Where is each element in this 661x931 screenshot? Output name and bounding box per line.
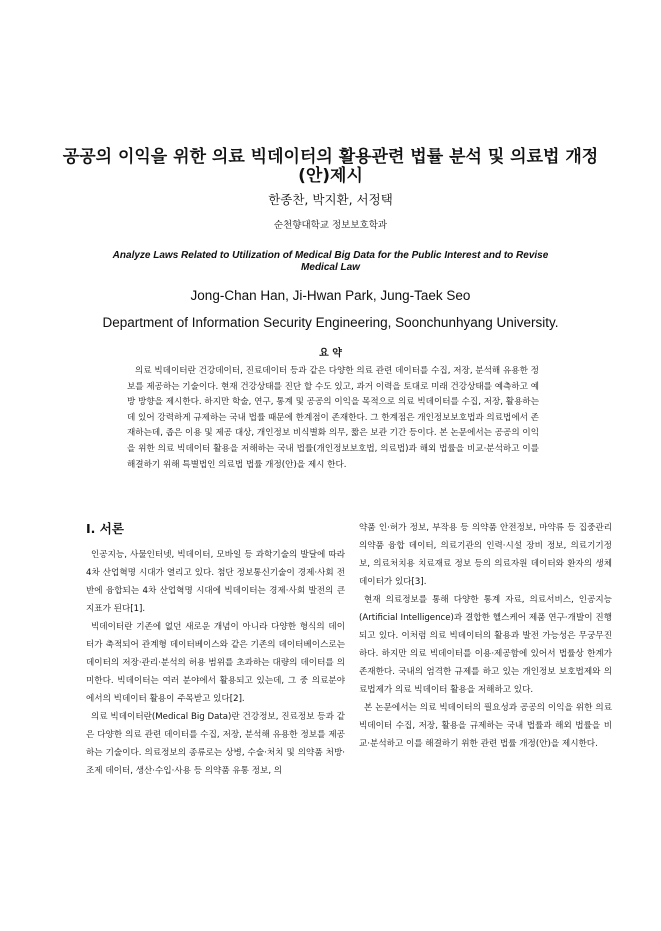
affiliation-english: Department of Information Security Engineering, Soonchunhyang University. xyxy=(102,315,559,330)
paragraph: 의료 빅데이터란(Medical Big Data)란 건강정보, 진료정보 등과 같은 다양한 의료 관련 데이터를 수집, 저장, 분석해 유용한 정보를 제공하는 기술이다. 의료정보의 종류로는 상병, 수술·처치 및 의약품 처방·조제 데이터, 생산·수입·사용 등 의약품 유통 정보, 의 xyxy=(86,712,345,776)
body-column-right xyxy=(359,519,612,753)
paragraph: 약품 인·허가 정보, 부작용 등 의약품 안전정보, 마약류 등 집중관리 의약품 융합 데이터, 의료기관의 인력·시설 장비 정보, 의료기기정보, 의료처치용 치료재료 정보 등의 의료자원 데이터와 환자의 생체 데이터가 있다[3]. xyxy=(359,523,612,587)
section-heading-introduction: I. 서론 xyxy=(86,521,124,536)
paper-title-english: Analyze Laws Related to Utilization of Medical Big Data for the Public Interest and to Revise Medical Law xyxy=(112,250,549,273)
body-column-left xyxy=(86,546,345,780)
paper-title: 공공의 이익을 위한 의료 빅데이터의 활용관련 법률 분석 및 의료법 개정(안)제시 xyxy=(62,147,599,186)
paragraph: 빅데이터란 기존에 없던 새로운 개념이 아니라 다양한 형식의 데이터가 축적되어 관계형 데이터베이스와 같은 기존의 데이터베이스로는 데이터의 저장·관리·분석의 허용 범위를 초과하는 대량의 데이터를 의미한다. 빅데이터는 여러 분야에서 활용되고 있는데, 그 중 의료분야에서의 빅데이터 활용이 주목받고 있다[2]. xyxy=(86,622,345,704)
abstract-body: 의료 빅데이터란 건강데이터, 진료데이터 등과 같은 다양한 의료 관련 데이터를 수집, 저장, 분석해 유용한 정보를 제공하는 기술이다. 현재 건강상태를 진단 할 수도 있고, 과거 이력을 토대로 미래 건강상태를 예측하고 예방 방향을 제시한다. 하지만 학술, 연구, 통계 및 공공의 이익을 목적으로 의료 빅데이터를 수집, 저장, 활용하는데 있어 강력하게 규제하는 국내 법률 때문에 한계점이 존재한다. 그 한계점은 개인정보보호법과 의료법에서 존재하는데, 좁은 이용 및 제공 대상, 개인정보 비식별화 의무, 짧은 보관 기간 등이다. 본 논문에서는 공공의 이익을 위한 의료 빅데이터 활용을 저해하는 국내 법률(개인정보보호법, 의료법)과 해외 법률을 비교·분석하고 이를 해결하기 위해 특별법인 의료법 법률 개정(안)을 제시 한다. xyxy=(127,366,539,470)
authors-english: Jong-Chan Han, Ji-Hwan Park, Jung-Taek Seo xyxy=(190,288,471,303)
paragraph: 인공지능, 사물인터넷, 빅데이터, 모바일 등 과학기술의 발달에 따라 4차 산업혁명 시대가 열리고 있다. 첨단 정보통신기술이 경제·사회 전반에 융합되는 4차 산업혁명 시대에 빅데이터는 경제·사회 발전의 큰 지표가 된다[1]. xyxy=(86,550,345,614)
affiliation-korean: 순천향대학교 정보보호학과 xyxy=(273,220,388,231)
paragraph: 본 논문에서는 의료 빅데이터의 필요성과 공공의 이익을 위한 의료 빅데이터 수집, 저장, 활용을 규제하는 국내 법률과 해외 법률을 비교·분석하고 이를 해결하기 위한 관련 법률 개정(안)을 제시한다. xyxy=(359,703,612,749)
paragraph: 현재 의료정보를 통해 다양한 통계 자료, 의료서비스, 인공지능(Artificial Intelligence)과 결합한 헬스케어 제품 연구·개발이 진행되고 있다. 이처럼 의료 빅데이터의 활용과 발전 가능성은 무궁무진하다. 하지만 의료 빅데이터를 이용·제공함에 있어서 법률상 한계가 존재한다. 국내의 엄격한 규제를 하고 있는 개인정보 보호법제와 의료법제가 의료 빅데이터 활용을 저해하고 있다. xyxy=(359,595,612,695)
abstract-heading: 요 약 xyxy=(319,348,342,359)
authors-korean: 한종찬, 박지환, 서정택 xyxy=(268,192,393,207)
